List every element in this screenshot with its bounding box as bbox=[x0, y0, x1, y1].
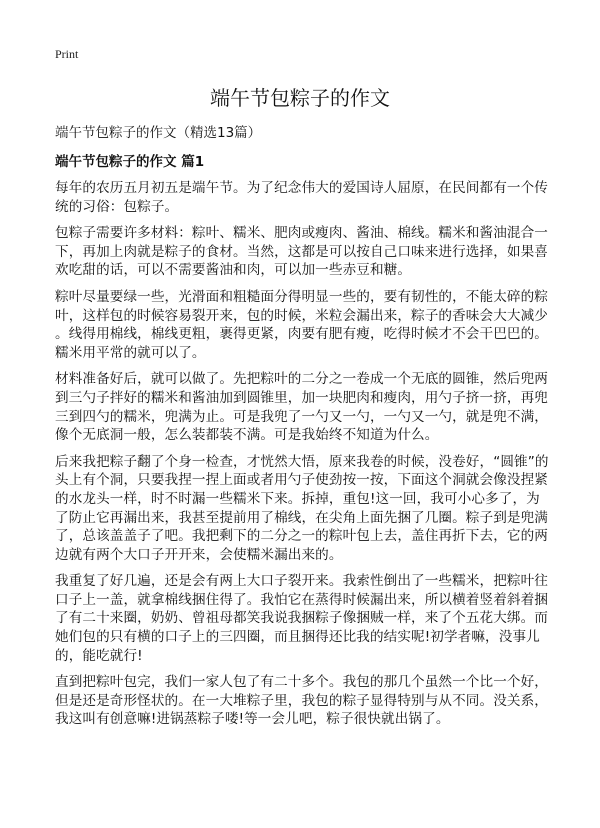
paragraph-line: 下，再加上肉就是粽子的食材。当然，这都是可以按自己口味来进行选择，如果喜 bbox=[55, 243, 548, 260]
paragraph-line: 每年的农历五月初五是端午节。为了纪念伟大的爱国诗人屈原，在民间都有一个传 bbox=[55, 180, 548, 196]
paragraph bbox=[55, 453, 575, 565]
paragraph-line: 后来我把粽子翻了个身一检查，才恍然大悟，原来我卷的时候，没卷好，“圆锥”的 bbox=[55, 453, 549, 470]
paragraph-line: 了，总该盖盖子了吧。我把剩下的二分之一的粽叶包上去，盖住再折下去，它的两 bbox=[55, 528, 548, 545]
document-title: 端午节包粽子的作文 bbox=[210, 86, 390, 110]
paragraph-line: 。线得用棉线，棉线更粗，裹得更紧，肉要有肥有瘦，吃得时候才不会干巴巴的。 bbox=[55, 326, 548, 343]
paragraph bbox=[55, 370, 575, 444]
paragraph bbox=[55, 288, 575, 362]
paragraph-line: 她们包的只有横的口子上的三四圈，而且捆得还比我的结实呢!初学者嘛，没事儿 bbox=[55, 629, 540, 646]
paragraph-line: 的水龙头一样，时不时漏一些糯米下来。拆掉，重包!这一回，我可小心多了，为 bbox=[55, 490, 540, 507]
paragraph-line: 叶，这样包的时候容易裂开来，包的时候，米粒会漏出来，粽子的香味会大大减少 bbox=[55, 307, 548, 324]
paragraph bbox=[55, 673, 575, 729]
paragraph-line: 包粽子需要许多材料：粽叶、糯米、肥肉或瘦肉、酱油、棉线。糯米和酱油混合一 bbox=[55, 225, 548, 242]
paragraph-line: 欢吃甜的话，可以不需要酱油和肉，可以加一些赤豆和糖。 bbox=[55, 262, 412, 279]
paragraph-line: 我这叫有创意嘛!进锅蒸粽子喽!等一会儿吧，粽子很快就出锅了。 bbox=[55, 711, 450, 728]
paragraph-line: 我重复了好几遍，还是会有两上大口子裂开来。我索性倒出了一些糯米，把粽叶往 bbox=[55, 573, 548, 590]
print-link[interactable]: Print bbox=[55, 47, 79, 61]
paragraph-line: 但是还是奇形怪状的。在一大堆粽子里，我包的粽子显得特别与从不同。没关系， bbox=[55, 692, 548, 709]
paragraph-line: 糯米用平常的就可以了。 bbox=[55, 344, 206, 361]
paragraph-line: 到三勺子拌好的糯米和酱油加到圆锥里，加一块肥肉和瘦肉，用勺子挤一挤，再兜 bbox=[55, 389, 548, 406]
paragraph-line: 的，能吃就行! bbox=[55, 647, 143, 664]
paragraph-line: 粽叶尽量要绿一些，光滑面和粗糙面分得明显一些的，要有韧性的，不能太碎的粽 bbox=[55, 288, 548, 305]
section-heading: 端午节包粽子的作文 篇1 bbox=[55, 154, 205, 170]
paragraph-line: 头上有个洞，只要我捏一捏上面或者用勺子使劲按一按，下面这个洞就会像没捏紧 bbox=[55, 472, 548, 489]
paragraph bbox=[55, 179, 575, 216]
paragraph-line: 直到把粽叶包完，我们一家人包了有二十多个。我包的那几个虽然一个比一个好， bbox=[55, 674, 548, 691]
article-body bbox=[55, 179, 575, 737]
paragraph bbox=[55, 224, 575, 280]
paragraph-line: 材料准备好后，就可以做了。先把粽叶的二分之一卷成一个无底的圆锥，然后兜两 bbox=[55, 371, 548, 388]
paragraph-line: 了有二十来圈，奶奶、曾祖母都笑我说我捆粽子像捆贼一样，来了个五花大绑。而 bbox=[55, 610, 548, 627]
document-subtitle: 端午节包粽子的作文（精选13篇） bbox=[55, 125, 262, 141]
paragraph-line: 像个无底洞一般，怎么装都装不满。可是我始终不知道为什么。 bbox=[55, 427, 439, 444]
paragraph-line: 了防止它再漏出来，我甚至提前用了棉线，在尖角上面先捆了几圈。粽子到是兜满 bbox=[55, 509, 548, 526]
paragraph-line: 三到四勺的糯米，兜满为止。可是我兜了一勺又一勺，一勺又一勺，就是兜不满， bbox=[55, 408, 548, 425]
paragraph-line: 边就有两个大口子开开来，会使糯米漏出来的。 bbox=[55, 546, 343, 563]
paragraph-line: 口子上一盖，就拿棉线捆住得了。我怕它在蒸得时候漏出来，所以横着竖着斜着捆 bbox=[55, 591, 548, 608]
paragraph bbox=[55, 572, 575, 665]
paragraph-line: 统的习俗：包粽子。 bbox=[55, 198, 179, 215]
